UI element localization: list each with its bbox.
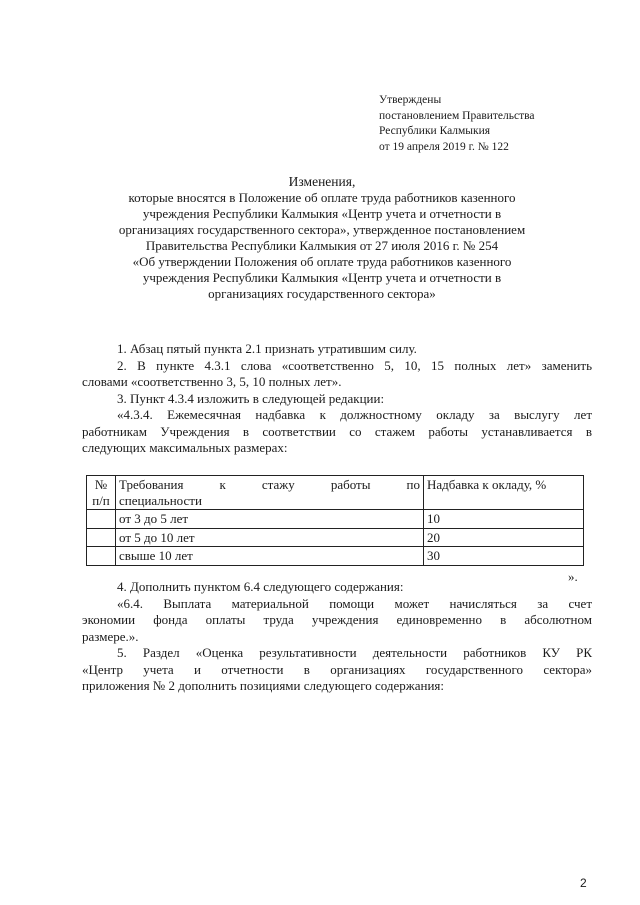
cell-bonus: 10 <box>424 510 584 529</box>
table-row <box>87 528 584 547</box>
approval-stamp <box>379 93 599 155</box>
seniority-bonus-table <box>86 475 584 566</box>
table-header-row <box>87 476 584 510</box>
header-req-line: специальности <box>119 492 202 508</box>
cell-requirement: свыше 10 лет <box>116 547 424 566</box>
item-2-line: словами «соответственно 3, 5, 10 полных лет». <box>82 374 342 389</box>
cell-num <box>87 528 116 547</box>
table-row <box>87 547 584 566</box>
item-3-quote-line: следующих максимальных размерах: <box>82 440 288 455</box>
item-5-line: 5. Раздел «Оценка результативности деятельности работников КУ РК <box>117 645 592 660</box>
item-3-quote-line: «4.3.4. Ежемесячная надбавка к должностному окладу за выслугу лет <box>117 407 592 422</box>
document-title <box>80 174 564 302</box>
table-close-quote: ». <box>568 569 578 584</box>
header-num-line: № <box>94 477 108 492</box>
item-5-line: приложения № 2 дополнить позициями следующего содержания: <box>82 678 445 693</box>
title-line: учреждения Республики Калмыкия «Центр учета и отчетности в <box>142 270 502 285</box>
item-4-quote-line: размере.». <box>82 628 139 644</box>
cell-bonus: 30 <box>424 547 584 566</box>
title-line: «Об утверждении Положения об оплате труда работников казенного <box>132 254 512 269</box>
item-3: 3. Пункт 4.3.4 изложить в следующей редакции: <box>117 390 385 406</box>
cell-bonus: 20 <box>424 528 584 547</box>
cell-requirement: от 5 до 10 лет <box>116 528 424 547</box>
title-line: которые вносятся в Положение об оплате труда работников казенного <box>128 190 516 205</box>
item-4-quote-line: «6.4. Выплата материальной помощи может начисляться за счет <box>117 595 592 611</box>
amendments-part-2 <box>82 579 592 695</box>
item-3-quote-line: работникам Учреждения в соответствии со стажем работы устанавливается в <box>82 423 592 439</box>
title-line: учреждения Республики Калмыкия «Центр учета и отчетности в <box>142 206 502 221</box>
title-heading: Изменения, <box>288 174 356 189</box>
item-5-line: «Центр учета и отчетности в организациях государственного сектора» <box>82 661 592 677</box>
approval-line: постановлением Правительства <box>379 109 535 122</box>
header-num-line: п/п <box>92 492 110 508</box>
cell-requirement: от 3 до 5 лет <box>116 510 424 529</box>
page-number: 2 <box>580 876 587 890</box>
seniority-table-wrapper <box>86 475 584 566</box>
item-4-quote-line: экономии фонда оплаты труда учреждения единовременно в абсолютном <box>82 612 592 627</box>
title-line: организациях государственного сектора», утвержденное постановлением <box>118 222 526 237</box>
header-requirement <box>116 476 424 510</box>
title-line: организациях государственного сектора» <box>208 286 436 301</box>
approval-line: от 19 апреля 2019 г. № 122 <box>379 140 509 153</box>
header-num <box>87 476 116 510</box>
approval-line: Республики Калмыкия <box>379 125 491 137</box>
header-bonus: Надбавка к окладу, % <box>424 476 584 510</box>
approval-line: Утверждены <box>379 94 442 106</box>
amendments-part-1 <box>82 341 592 457</box>
table-row <box>87 510 584 529</box>
item-2-line: 2. В пункте 4.3.1 слова «соответственно 5, 10, 15 полных лет» заменить <box>117 357 592 373</box>
item-1: 1. Абзац пятый пункта 2.1 признать утратившим силу. <box>117 341 417 356</box>
header-req-line: Требования к стажу работы по <box>119 477 420 492</box>
cell-num <box>87 510 116 529</box>
item-4: 4. Дополнить пунктом 6.4 следующего содержания: <box>117 579 404 594</box>
cell-num <box>87 547 116 566</box>
title-line: Правительства Республики Калмыкия от 27 июля 2016 г. № 254 <box>145 238 499 253</box>
